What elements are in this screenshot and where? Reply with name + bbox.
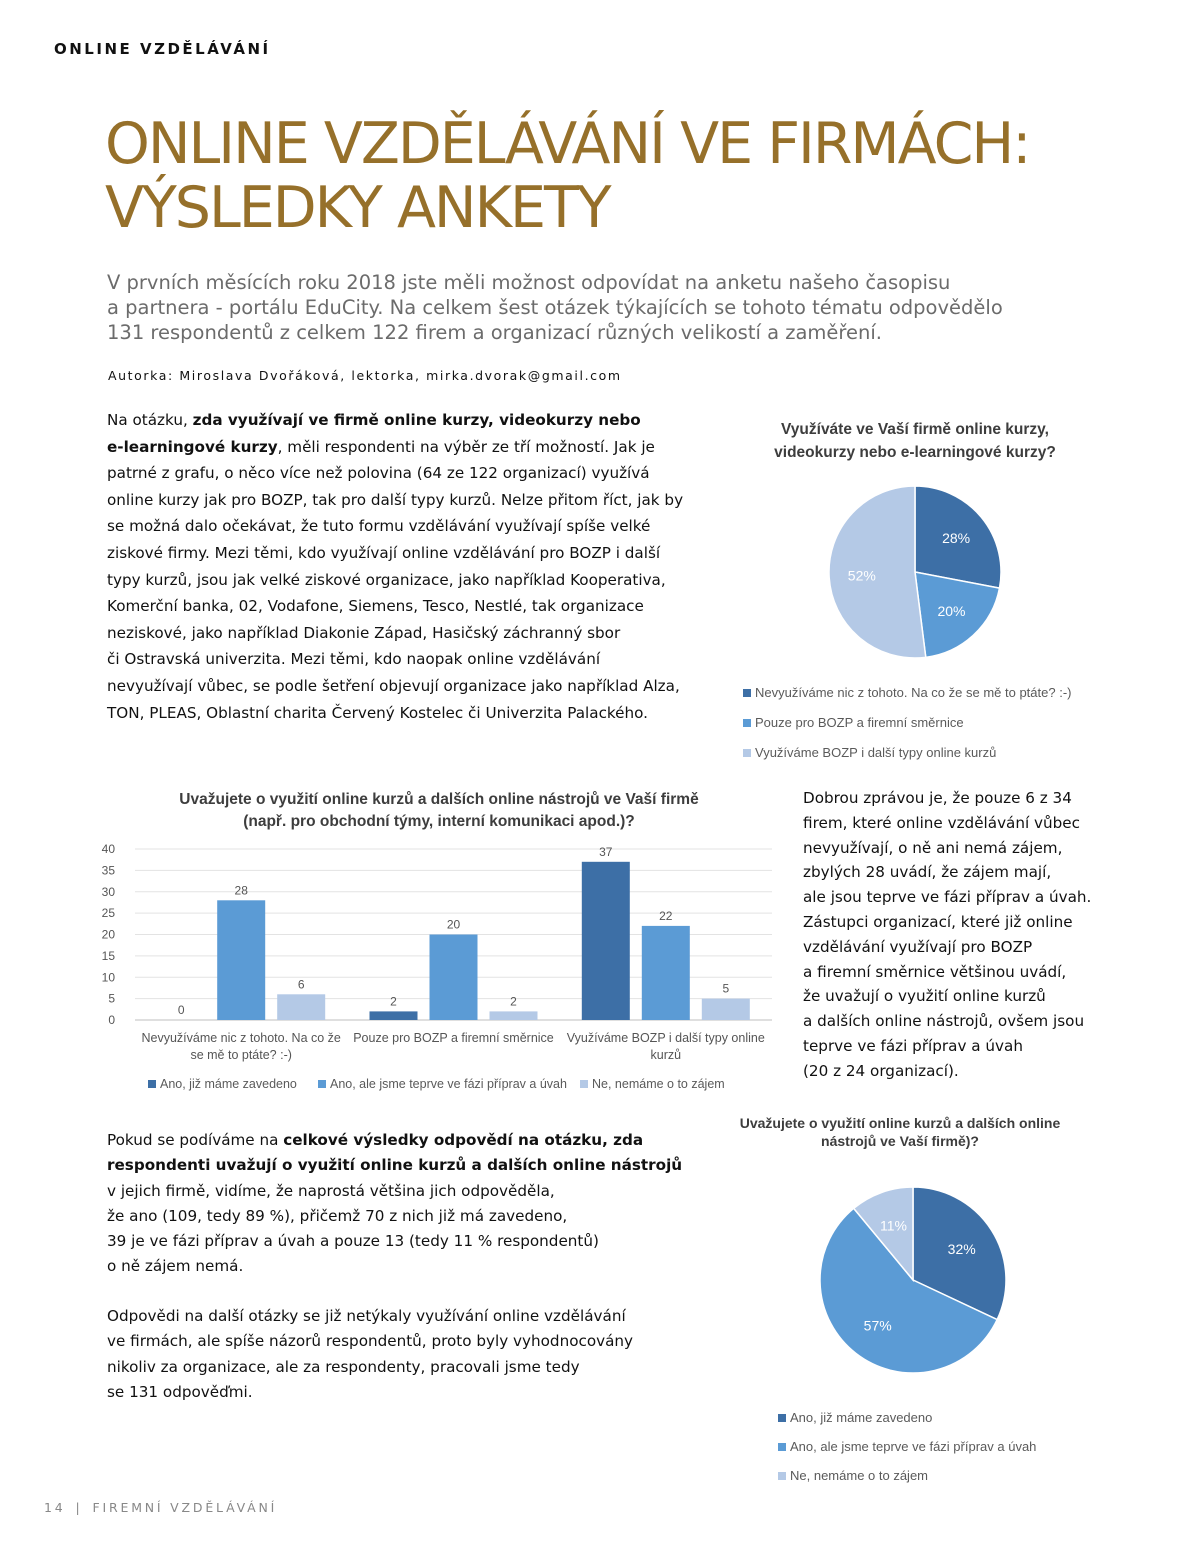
- paragraph-line: online kurzy jak pro BOZP, tak pro další typy kurzů. Nelze přitom říct, jak by: [107, 490, 684, 509]
- y-tick-label: 20: [101, 927, 115, 942]
- paragraph-line: že uvažují o využití online kurzů: [803, 987, 1046, 1006]
- legend-label: Ano, ale jsme teprve ve fázi příprav a úvah: [790, 1439, 1037, 1454]
- page-number: 14: [44, 1500, 66, 1515]
- legend-label: Ano, již máme zavedeno: [160, 1077, 297, 1091]
- article-lede: [107, 270, 1137, 345]
- paragraph-line: ale jsou teprve ve fázi příprav a úvah.: [803, 888, 1092, 907]
- pie-slice-label: 57%: [863, 1317, 892, 1334]
- legend-swatch: [778, 1414, 786, 1422]
- bar-value-label: 2: [510, 994, 517, 1009]
- paragraph-line: v jejich firmě, vidíme, že naprostá většina jich odpověděla,: [107, 1181, 555, 1200]
- paragraph-line: ziskové firmy. Mezi těmi, kdo využívají online vzdělávání pro BOZP i další: [107, 543, 661, 562]
- bar-chart-plans: [90, 782, 780, 1102]
- lede-line: V prvních měsících roku 2018 jste měli možnost odpovídat na anketu našeho časopisu: [107, 271, 951, 294]
- bar-chart-svg: [90, 782, 780, 1102]
- paragraph-1: [107, 407, 717, 726]
- section-label: ONLINE VZDĚLÁVÁNÍ: [54, 40, 271, 58]
- bar: [642, 926, 690, 1020]
- pie-slice: [829, 486, 926, 658]
- title-line-1: ONLINE VZDĚLÁVÁNÍ VE FIRMÁCH:: [105, 111, 1030, 177]
- x-tick-label: Nevyužíváme nic z tohoto. Na co že: [141, 1031, 341, 1045]
- paragraph-line: neziskové, jako například Diakonie Západ, Hasičský záchranný sbor: [107, 623, 621, 642]
- title-line-2: VÝSLEDKY ANKETY: [105, 175, 610, 241]
- x-tick-label: Pouze pro BOZP a firemní směrnice: [353, 1031, 554, 1045]
- author-byline: Autorka: Miroslava Dvořáková, lektorka, mirka.dvorak@gmail.com: [108, 368, 622, 383]
- paragraph-line: se 131 odpověďmi.: [107, 1382, 253, 1401]
- paragraph-line: a firemní směrnice většinou uvádí,: [803, 962, 1067, 981]
- x-tick-label: Využíváme BOZP i další typy online: [566, 1031, 765, 1045]
- chart-title: Uvažujete o využití online kurzů a dalších online: [739, 1115, 1061, 1131]
- paragraph-line: (20 z 24 organizací).: [803, 1061, 959, 1080]
- pie-slice-label: 28%: [942, 530, 971, 546]
- y-tick-label: 40: [101, 842, 115, 856]
- legend-swatch: [580, 1080, 588, 1088]
- bar-value-label: 28: [234, 883, 248, 898]
- paragraph-line: Dobrou zprávou je, že pouze 6 z 34: [803, 789, 1072, 807]
- paragraph-line: nevyužívají vůbec, se podle šetření objevují organizace jako například Alza,: [107, 676, 680, 695]
- text-run: , měli respondenti na výběr ze tří možností. Jak je: [277, 437, 655, 456]
- y-tick-label: 25: [101, 906, 115, 921]
- y-tick-label: 30: [101, 884, 115, 899]
- paragraph-line: Odpovědi na další otázky se již netýkaly využívání online vzdělávání: [107, 1307, 626, 1325]
- legend-swatch: [778, 1443, 786, 1451]
- paragraph-line: Zástupci organizací, které již online: [803, 912, 1073, 931]
- paragraph-line: nikoliv za organizace, ale za respondenty, pracovali jsme tedy: [107, 1357, 580, 1376]
- x-tick-label: kurzů: [650, 1048, 682, 1062]
- pie-slice-label: 11%: [880, 1217, 907, 1234]
- bar-value-label: 22: [659, 908, 673, 923]
- text-run: Na otázku,: [107, 411, 193, 429]
- paragraph-line: [107, 434, 717, 461]
- legend-label: Využíváme BOZP i další typy online kurzů: [755, 745, 997, 760]
- footer-separator: |: [75, 1500, 83, 1515]
- bar-value-label: 0: [177, 1003, 185, 1017]
- paragraph-line: teprve ve fázi příprav a úvah: [803, 1036, 1023, 1055]
- paragraph-line: nevyužívají, o ně ani nemá zájem,: [803, 838, 1063, 857]
- bar: [702, 999, 750, 1020]
- bar: [277, 994, 325, 1020]
- y-tick-label: 0: [108, 1013, 115, 1027]
- legend-label: Ano, ale jsme teprve ve fázi příprav a úvah: [330, 1077, 567, 1091]
- y-tick-label: 15: [101, 948, 115, 963]
- paragraph-3: [107, 1128, 717, 1280]
- pie-chart-plans-total: [730, 1108, 1130, 1488]
- legend-label: Ano, již máme zavedeno: [790, 1410, 933, 1425]
- legend-label: Nevyužíváme nic z tohoto. Na co že se mě to ptáte? :-): [755, 685, 1072, 700]
- paragraph-right: [803, 786, 1133, 1084]
- bold-run: celkové výsledky odpovědí na otázku, zda: [283, 1131, 644, 1149]
- text-run: Pokud se podíváme na: [107, 1131, 284, 1149]
- paragraph-line: ve firmách, ale spíše názorů respondentů, proto byly vyhodnocovány: [107, 1332, 634, 1351]
- chart-title: nástrojů ve Vaší firmě)?: [821, 1133, 979, 1149]
- paragraph-line: [107, 407, 717, 434]
- bar: [582, 862, 630, 1020]
- paragraph-line: že ano (109, tedy 89 %), přičemž 70 z nich již má zavedeno,: [107, 1206, 568, 1225]
- legend-swatch: [318, 1080, 326, 1088]
- pie-slice-label: 20%: [937, 602, 966, 619]
- bold-run: respondenti uvažují o využití online kurzů a dalších online nástrojů: [107, 1156, 683, 1175]
- paragraph-line: Komerční banka, 02, Vodafone, Siemens, Tesco, Nestlé, tak organizace: [107, 597, 644, 616]
- paragraph-line: vzdělávání využívají pro BOZP: [803, 937, 1033, 956]
- paragraph-line: zbylých 28 uvádí, že zájem mají,: [803, 863, 1052, 882]
- paragraph-line: typy kurzů, jsou jak velké ziskové organizace, jako například Kooperativa,: [107, 570, 666, 589]
- x-tick-label: se mě to ptáte? :-): [190, 1048, 292, 1062]
- pie-chart-2-svg: [730, 1108, 1130, 1488]
- y-tick-label: 5: [108, 991, 115, 1006]
- legend-swatch: [743, 749, 751, 757]
- pie-slice-label: 52%: [847, 567, 876, 584]
- paragraph-line: se možná dalo očekávat, že tuto formu vzdělávání využívají spíše velké: [107, 517, 651, 536]
- bar: [490, 1011, 538, 1020]
- article-title: [105, 112, 1145, 240]
- chart-title: Uvažujete o využití online kurzů a dalších online nástrojů ve Vaší firmě: [179, 791, 699, 808]
- lede-line: a partnera - portálu EduCity. Na celkem šest otázek týkajících se tohoto tématu odpovědělo: [107, 296, 1003, 319]
- paragraph-line: o ně zájem nemá.: [107, 1257, 244, 1276]
- pie-slice-label: 32%: [947, 1241, 976, 1258]
- paragraph-line: [107, 1153, 717, 1178]
- bold-run: zda využívají ve firmě online kurzy, videokurzy nebo: [192, 411, 641, 429]
- bar-value-label: 2: [390, 994, 397, 1009]
- y-tick-label: 10: [101, 970, 115, 985]
- bold-run: e-learningové kurzy: [107, 437, 278, 456]
- chart-title: Využíváte ve Vaší firmě online kurzy,: [781, 421, 1049, 438]
- bar-value-label: 6: [297, 977, 305, 992]
- bar: [430, 935, 478, 1021]
- legend-swatch: [778, 1472, 786, 1480]
- bar: [370, 1011, 418, 1020]
- paragraph-line: firem, které online vzdělávání vůbec: [803, 813, 1080, 832]
- paragraph-line: či Ostravská univerzita. Mezi těmi, kdo naopak online vzdělávání: [107, 650, 601, 669]
- chart-title: (např. pro obchodní týmy, interní komunikaci apod.)?: [243, 813, 635, 830]
- paragraph-line: [107, 1128, 717, 1153]
- bar: [217, 900, 265, 1020]
- legend-label: Ne, nemáme o to zájem: [790, 1468, 929, 1483]
- bar-value-label: 5: [722, 981, 730, 996]
- legend-swatch: [743, 719, 751, 727]
- legend-label: Pouze pro BOZP a firemní směrnice: [755, 715, 964, 730]
- legend-label: Ne, nemáme o to zájem: [592, 1077, 725, 1091]
- paragraph-line: a dalších online nástrojů, ovšem jsou: [803, 1012, 1085, 1031]
- paragraph-line: patrné z grafu, o něco více než polovina (64 ze 122 organizací) využívá: [107, 464, 650, 483]
- paragraph-line: 39 je ve fázi příprav a úvah a pouze 13 (tedy 11 % respondentů): [107, 1232, 599, 1251]
- pie-chart-online-courses: [735, 410, 1135, 770]
- legend-swatch: [148, 1080, 156, 1088]
- page-footer: [44, 1500, 277, 1515]
- paragraph-line: TON, PLEAS, Oblastní charita Červený Kostelec či Univerzita Palackého.: [107, 703, 649, 722]
- y-tick-label: 35: [101, 863, 115, 878]
- pie-chart-1-svg: [735, 410, 1135, 770]
- lede-line: 131 respondentů z celkem 122 firem a organizací různých velikostí a zaměření.: [107, 321, 882, 344]
- bar-value-label: 20: [446, 917, 461, 932]
- bar-value-label: 37: [599, 844, 613, 859]
- chart-title: videokurzy nebo e-learningové kurzy?: [774, 444, 1056, 461]
- legend-swatch: [743, 689, 751, 697]
- paragraph-4: [107, 1304, 717, 1405]
- magazine-name: FIREMNÍ VZDĚLÁVÁNÍ: [92, 1500, 278, 1515]
